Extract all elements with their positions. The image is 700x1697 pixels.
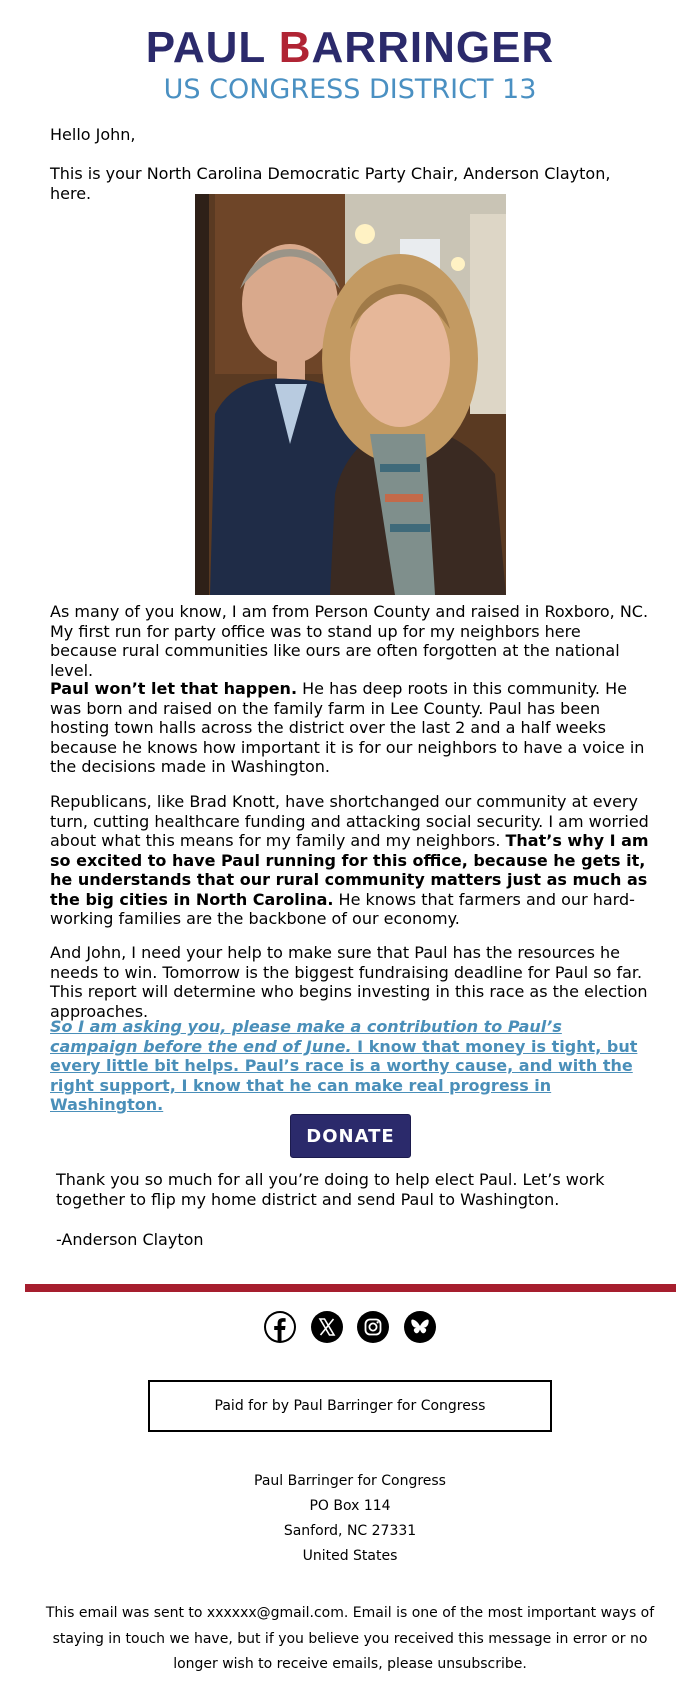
logo-name-part2: ARRINGER [311,23,555,72]
paragraph-3-start: Republicans, like Brad Knott, have shortchanged our community at every turn, cutting healthcare funding and attacking social security. I am worried about what this means for my family and my neighbors. [50,792,649,850]
x-icon[interactable] [311,1311,343,1343]
campaign-logo [0,22,700,106]
address-org: Paul Barringer for Congress [254,1473,446,1489]
paragraph-3-bold: That’s why I am so excited to have Paul running for this office, because he gets it, he understands that our rural community matters just as much as the big cities in North Carolina. [50,831,649,909]
donate-button[interactable]: DONATE [290,1114,411,1158]
closing: Thank you so much for all you’re doing to help elect Paul. Let’s work together to flip my home district and send Paul to Washington. [56,1170,605,1209]
paragraph-2-bold: Paul won’t let that happen. [50,679,298,698]
donate-appeal-text[interactable] [50,1017,650,1115]
logo-name-part1: PAUL [145,23,279,72]
intro-line: This is your North Carolina Democratic Party Chair, Anderson Clayton, here. [50,164,611,203]
paragraph-3-text [50,792,650,929]
facebook-icon[interactable] [264,1311,296,1343]
paragraph-4-text: And John, I need your help to make sure that Paul has the resources he needs to win. Tomorrow is the biggest fundraising deadline for Paul so far. This report will determine who begins investing in this race as the election approaches. [50,943,648,1021]
logo-subtitle: US CONGRESS DISTRICT 13 [163,74,537,105]
paragraph-3-end: He knows that farmers and our hard-working families are the backbone of our economy. [50,889,635,928]
address-city: Sanford, NC 27331 [283,1523,417,1539]
paid-for-disclaimer: Paid for by Paul Barringer for Congress [148,1380,552,1432]
paragraph-1 [50,602,650,680]
paragraph-2-text [50,679,650,777]
donate-appeal-link[interactable] [50,1017,650,1115]
paragraph-2-rest: He has deep roots in this community. He was born and raised on the family farm in Lee County. Paul has been hosting town halls across the district over the last 2 and a half weeks because he knows how important it is for our neighbors to have a voice in the decisions made in Washington. [50,679,645,776]
address-po: PO Box 114 [309,1498,391,1514]
bluesky-icon[interactable] [404,1311,436,1343]
greeting: Hello John, [50,125,136,144]
donate-appeal-rest[interactable]: I know that money is tight, but every little bit helps. Paul’s race is a worthy cause, and with the right support, I know that he can make real progress in Washington. [50,1036,638,1114]
candidate-photo [195,194,506,595]
logo-name-accent: B [278,23,312,72]
mailing-address [0,1469,700,1569]
donate-appeal-italic[interactable]: So I am asking you, please make a contribution to Paul’s campaign before the end of June. [50,1017,562,1056]
instagram-icon[interactable] [357,1311,389,1343]
paragraph-2 [50,679,650,777]
paragraph-3 [50,792,650,929]
footer-notice: This email was sent to xxxxxx@gmail.com. Email is one of the most important ways of staying in touch we have, but if you believe you received this message in error or no longer wish to receive emails, please unsubscribe. [45,1605,655,1672]
signature: -Anderson Clayton [56,1230,204,1249]
paragraph-1-text: As many of you know, I am from Person County and raised in Roxboro, NC. My first run for party office was to stand up for my neighbors here because rural communities like ours are often forgotten at the national level. [50,602,649,680]
address-country: United States [302,1548,398,1564]
paragraph-4 [50,943,650,1021]
logo-name [0,22,700,74]
footer-divider [25,1284,676,1292]
